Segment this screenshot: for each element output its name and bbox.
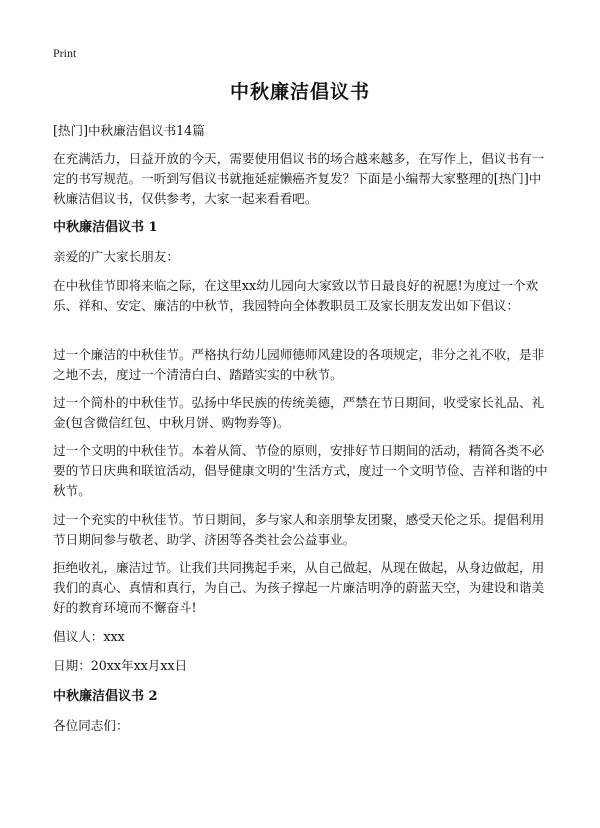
paragraph-greeting: 在中秋佳节即将来临之际，在这里xx幼儿园向大家致以节日最良好的祝愿!为度过一个欢乐、祥和、安定、廉洁的中秋节，我园特向全体教职员工及家长朋友发出如下倡议： (53, 278, 539, 313)
paragraph-simplicity: 过一个简朴的中秋佳节。弘扬中华民族的传统美德，严禁在节日期间，收受家长礼品、礼金(包含微信红包、中秋月饼、购物券等)。 (53, 395, 545, 430)
document-title: 中秋廉洁倡议书 (229, 81, 370, 103)
document-subtitle: [热门]中秋廉洁倡议书14篇 (53, 123, 205, 138)
paragraph-integrity: 过一个廉洁的中秋佳节。严格执行幼儿园师德师风建设的各项规定，非分之礼不收，是非之地不去，度过一个清清白白、踏踏实实的中秋节。 (53, 347, 545, 382)
paragraph-civility: 过一个文明的中秋佳节。本着从简、节俭的原则，安排好节日期间的活动，精简各类不必要的节日庆典和联谊活动，倡导健康文明的'生活方式，度过一个文明节俭、吉祥和谐的中秋节。 (53, 443, 548, 498)
proposer-line: 倡议人：xxx (53, 629, 125, 644)
print-label: Print (53, 46, 77, 60)
section-heading-2: 中秋廉洁倡议书 2 (53, 689, 158, 704)
salutation-2: 各位同志们： (53, 718, 129, 733)
salutation-1: 亲爱的广大家长朋友： (53, 249, 179, 264)
intro-paragraph: 在充满活力，日益开放的今天，需要使用倡议书的场合越来越多，在写作上，倡议书有一定的书写规范。一听到写倡议书就拖延症懒癌齐复发？下面是小编帮大家整理的[热门]中秋廉洁倡议书，仅供参考，大家一起来看看吧。 (53, 151, 545, 206)
paragraph-closing: 拒绝收礼，廉洁过节。让我们共同携起手来，从自己做起，从现在做起，从身边做起，用我们的真心、真情和真行，为自己、为孩子撑起一片廉洁明净的蔚蓝天空，为建设和谐美好的教育环境而不懈奋斗! (53, 560, 545, 615)
date-line: 日期：20xx年xx月xx日 (53, 658, 188, 673)
section-heading-1: 中秋廉洁倡议书 1 (53, 220, 158, 235)
paragraph-fulfillment: 过一个充实的中秋佳节。节日期间，多与家人和亲朋挚友团聚，感受天伦之乐。提倡利用节日期间参与敬老、助学、济困等各类社会公益事业。 (53, 512, 545, 547)
